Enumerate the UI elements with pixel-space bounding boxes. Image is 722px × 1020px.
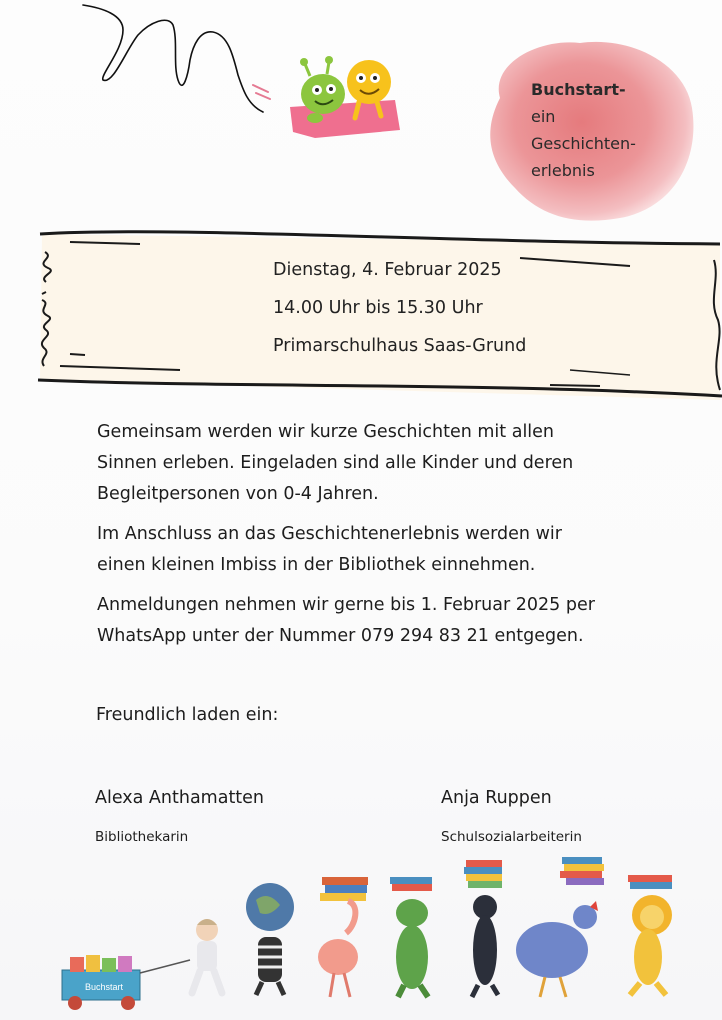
flamingo-icon <box>318 877 368 997</box>
paragraph-intro <box>97 417 657 510</box>
badge-line-3: Geschichten- <box>531 134 636 153</box>
invite-line: Freundlich laden ein: <box>96 705 279 725</box>
badge-line-2: ein <box>531 107 556 126</box>
signature-name-1: Alexa Anthamatten <box>95 788 265 808</box>
signature-role-2: Schulsozialarbeiterin <box>441 829 582 845</box>
lion-icon <box>628 875 672 995</box>
buchstart-badge <box>531 76 636 184</box>
event-details <box>273 256 526 370</box>
paragraph-line: einen kleinen Imbiss in der Bibliothek einnehmen. <box>97 555 536 575</box>
paragraph-snack <box>97 519 657 581</box>
signature-name-2: Anja Ruppen <box>441 788 552 808</box>
event-location: Primarschulhaus Saas-Grund <box>273 336 527 356</box>
child-figure-icon <box>192 919 222 993</box>
cat-icon <box>464 860 502 997</box>
animal-parade-illustration <box>0 845 722 1020</box>
paragraph-line: Sinnen erleben. Eingeladen sind alle Kinder und deren <box>97 453 574 473</box>
raccoon-globe-icon <box>246 883 294 995</box>
hen-icon <box>516 857 604 997</box>
scribble-decoration <box>78 0 278 120</box>
mascots-logo-icon <box>255 52 405 147</box>
paragraph-registration <box>97 590 657 652</box>
frog-icon <box>390 877 432 997</box>
paragraph-line: Begleitpersonen von 0-4 Jahren. <box>97 484 379 504</box>
paragraph-line: Im Anschluss an das Geschichtenerlebnis werden wir <box>97 524 562 544</box>
event-time: 14.00 Uhr bis 15.30 Uhr <box>273 298 483 318</box>
badge-title: Buchstart- <box>531 80 626 99</box>
event-date: Dienstag, 4. Februar 2025 <box>273 260 502 280</box>
signature-role-1: Bibliothekarin <box>95 829 189 845</box>
paragraph-line: Gemeinsam werden wir kurze Geschichten mit allen <box>97 422 555 442</box>
book-wagon-icon <box>62 955 190 1010</box>
wagon-label: Buchstart <box>85 982 124 992</box>
badge-line-4: erlebnis <box>531 161 595 180</box>
paragraph-line: WhatsApp unter der Nummer 079 294 83 21 entgegen. <box>97 626 584 646</box>
paragraph-line: Anmeldungen nehmen wir gerne bis 1. Februar 2025 per <box>97 595 595 615</box>
